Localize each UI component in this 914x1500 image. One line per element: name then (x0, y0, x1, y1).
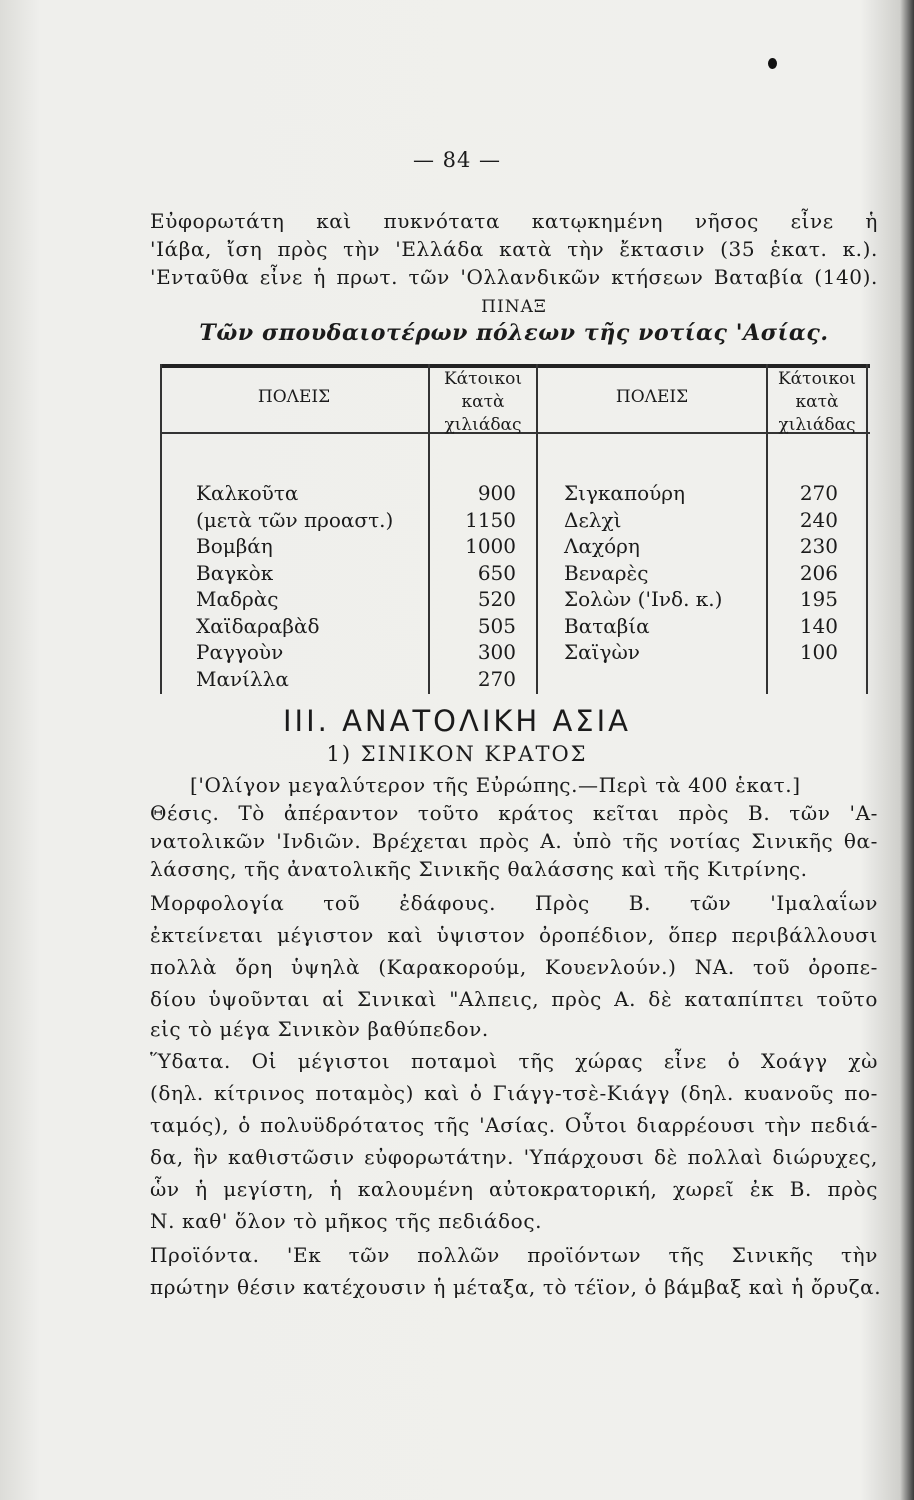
table-cell: Λαχόρη (564, 534, 640, 558)
table-cell: (μετὰ τῶν προαστ.) (196, 507, 394, 532)
table-cell: Μαδρὰς (196, 587, 279, 611)
body-line: δίου ὑψοῦνται αἱ Σινικαὶ "Αλπεις, πρὸς Α. δὲ καταπίπτει τοῦτο (150, 987, 878, 1011)
column-header-population: Κάτοικοι κατὰ χιλιάδας (443, 369, 522, 435)
body-line: ὧν ἡ μεγίστη, ἡ καλουμένη αὐτοκρατορική, χωρεῖ ἐκ Β. πρὸς (150, 1177, 878, 1201)
body-line: εἰς τὸ μέγα Σινικὸν βαθύπεδον. (150, 1017, 489, 1041)
body-line: ['Ολίγον μεγαλύτερον τῆς Εὐρώπης.—Περὶ τὰ 400 ἑκατ.] (190, 773, 801, 797)
body-line: δα, ἣν καθιστῶσιν εὐφορωτάτην. 'Υπάρχουσι δὲ πολλαὶ διώρυχες, (150, 1145, 878, 1169)
intro-line: Εὐφορωτάτη καὶ πυκνότατα κατῳκημένη νῆσος εἶνε ἡ (150, 209, 878, 233)
table-cell: Σαϊγὼν (564, 640, 640, 664)
table-cell: 240 (799, 507, 838, 532)
ink-spot (768, 58, 777, 69)
page-number: — 84 — (412, 148, 502, 172)
table-cell: 1000 (465, 534, 516, 558)
body-line: Ὕδατα. Οἱ μέγιστοι ποταμοὶ τῆς χώρας εἶνε ὁ Χοάγγ χὼ (150, 1049, 878, 1073)
cities-table (160, 364, 870, 704)
body-line: Μορφολογία τοῦ ἐδάφους. Πρὸς Β. τῶν 'Ιμαλαΐων (150, 891, 878, 915)
body-line: πολλὰ ὄρη ὑψηλὰ (Καρακορούμ, Κουενλούν.) ΝΑ. τοῦ ὀροπε- (150, 955, 878, 979)
intro-line: 'Ιάβα, ἴση πρὸς τὴν 'Ελλάδα κατὰ τὴν ἔκτασιν (35 ἑκατ. κ.). (150, 237, 878, 261)
table-cell: 206 (799, 560, 838, 585)
section-title: ΙΙΙ. ΑΝΑΤΟΛΙΚΗ ΑΣΙΑ (283, 704, 631, 738)
table-divider (536, 364, 538, 694)
body-line: λάσσης, τῆς ἀνατολικῆς Σινικῆς θαλάσσης καὶ τῆς Κιτρίνης. (150, 857, 808, 881)
table-cell: Βομβάη (196, 534, 273, 558)
table-cell: 1150 (465, 507, 516, 532)
table-cell: 900 (477, 481, 516, 505)
table-cell: 140 (799, 613, 838, 638)
table-cell: Σολὼν ('Ινδ. κ.) (564, 587, 723, 611)
table-cell: Βαταβία (564, 613, 650, 638)
body-line: ἐκτείνεται μέγιστον καὶ ὑψιστον ὀροπέδιον, ὅπερ περιβάλλουσι (150, 923, 878, 947)
body-line: ταμός), ὁ πολυϋδρότατος τῆς 'Ασίας. Οὗτοι διαρρέουσι τὴν πεδιά- (150, 1113, 878, 1137)
table-cell: Χαϊδαραβὰδ (196, 613, 320, 638)
body-line: Θέσις. Τὸ ἀπέραντον τοῦτο κράτος κεῖται πρὸς Β. τῶν 'Α- (150, 801, 878, 825)
table-cell: 195 (799, 587, 838, 611)
table-caption: ΠΙΝΑΞ (481, 297, 547, 317)
table-cell: Καλκοῦτα (196, 481, 299, 505)
left-pops-column (440, 480, 516, 692)
table-cell: 230 (799, 534, 838, 558)
body-line: νατολικῶν 'Ινδιῶν. Βρέχεται πρὸς Α. ὑπὸ τῆς νοτίας Σινικῆς θα- (150, 829, 878, 853)
right-pops-column (776, 480, 838, 666)
table-cell: 300 (477, 640, 516, 664)
table-cell: Βαγκὸκ (196, 560, 274, 585)
table-cell: Ραγγοὺν (196, 640, 284, 664)
column-header-population: Κάτοικοι κατὰ χιλιάδας (777, 369, 856, 435)
table-border-right (866, 364, 868, 694)
column-header-cities: ΠΟΛΕΙΣ (257, 387, 331, 407)
table-cell: Βεναρὲς (564, 560, 649, 585)
table-cell: 270 (477, 666, 516, 691)
table-title: Τῶν σπουδαιοτέρων πόλεων τῆς νοτίας 'Ασίας. (199, 320, 829, 346)
table-cell: 100 (799, 640, 838, 664)
table-cell: 520 (477, 587, 516, 611)
left-cities-column (196, 480, 393, 692)
table-cell: Μανίλλα (196, 666, 289, 691)
intro-line: 'Ενταῦθα εἶνε ἡ πρωτ. τῶν 'Ολλανδικῶν κτήσεων Βαταβία (140). (150, 265, 878, 289)
subsection-title: 1) ΣΙΝΙΚΟΝ ΚΡΑΤΟΣ (326, 742, 588, 766)
table-cell: Δελχὶ (564, 507, 622, 532)
table-cell: 270 (799, 481, 838, 505)
column-header-cities: ΠΟΛΕΙΣ (615, 387, 689, 407)
right-cities-column (564, 480, 722, 666)
table-cell: 505 (477, 613, 516, 638)
body-line: Ν. καθ' ὅλον τὸ μῆκος τῆς πεδιάδος. (150, 1209, 543, 1233)
body-line: (δηλ. κίτρινος ποταμὸς) καὶ ὁ Γιάγγ-τσὲ-Κιάγγ (δηλ. κυανοῦς πο- (150, 1081, 878, 1105)
table-cell: 650 (477, 560, 516, 585)
body-line: πρώτην θέσιν κατέχουσιν ἡ μέταξα, τὸ τέϊον, ὁ βάμβαξ καὶ ἡ ὄρυζα. (150, 1275, 882, 1299)
table-cell: Σιγκαπούρη (564, 481, 686, 505)
body-line: Προϊόντα. 'Εκ τῶν πολλῶν προϊόντων τῆς Σινικῆς τὴν (150, 1243, 878, 1267)
table-border-left (160, 364, 162, 694)
